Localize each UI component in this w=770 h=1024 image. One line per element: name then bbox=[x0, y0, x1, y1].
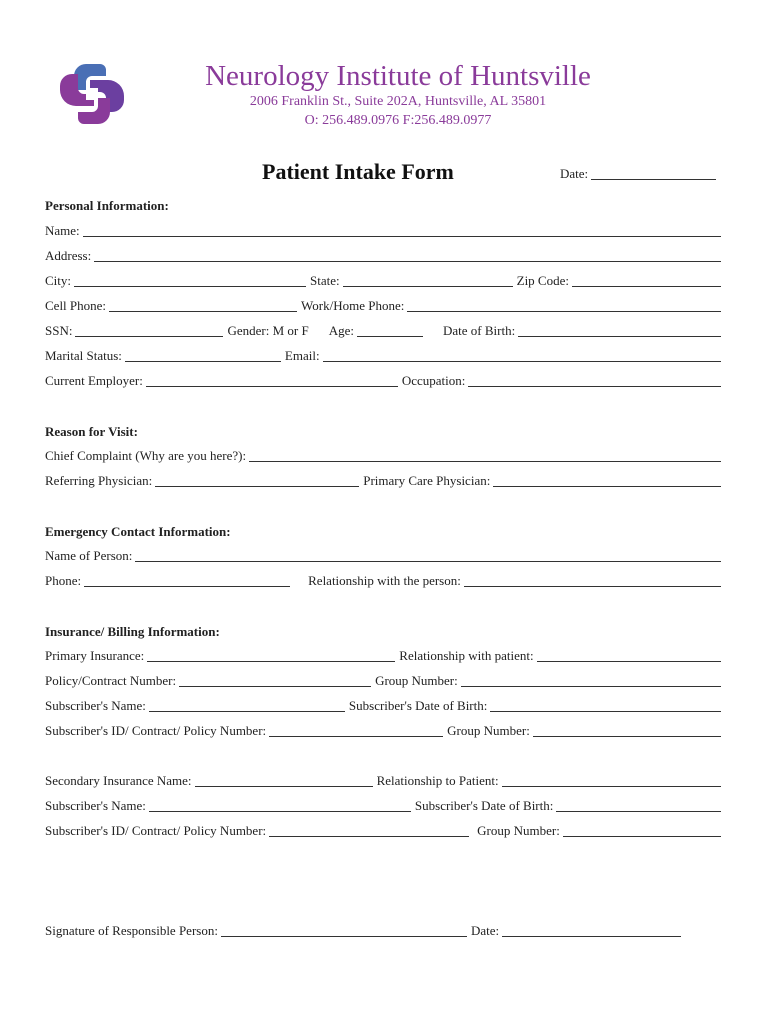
policy-label: Policy/Contract Number: bbox=[45, 673, 177, 688]
occupation-field[interactable] bbox=[468, 374, 721, 387]
row-name bbox=[45, 222, 725, 240]
complaint-field[interactable] bbox=[249, 449, 721, 462]
secondary-insurance-label: Secondary Insurance Name: bbox=[45, 773, 192, 788]
primary-care-field[interactable] bbox=[493, 474, 721, 487]
section-emergency-heading: Emergency Contact Information: bbox=[45, 524, 231, 539]
row-emergency-phone bbox=[45, 572, 725, 590]
zip-field[interactable] bbox=[572, 274, 721, 287]
relationship2-label: Relationship to Patient: bbox=[376, 773, 499, 788]
row-city-state-zip bbox=[45, 272, 725, 290]
work-phone-field[interactable] bbox=[407, 299, 721, 312]
group2-field[interactable] bbox=[533, 724, 721, 737]
state-field[interactable] bbox=[343, 274, 513, 287]
policy-field[interactable] bbox=[179, 674, 371, 687]
row-marital-email bbox=[45, 347, 725, 365]
row-subscriber bbox=[45, 697, 725, 715]
subscriber-id2-field[interactable] bbox=[269, 824, 469, 837]
row-emergency-name bbox=[45, 547, 725, 565]
subscriber-name2-field[interactable] bbox=[149, 799, 411, 812]
group3-label: Group Number: bbox=[477, 823, 560, 838]
relationship-patient-field[interactable] bbox=[537, 649, 721, 662]
address-field[interactable] bbox=[94, 249, 721, 262]
date-line[interactable] bbox=[591, 167, 716, 180]
primary-insurance-label: Primary Insurance: bbox=[45, 648, 145, 663]
referring-label: Referring Physician: bbox=[45, 473, 153, 488]
row-phones bbox=[45, 297, 725, 315]
cell-phone-field[interactable] bbox=[109, 299, 297, 312]
subscriber-name-field[interactable] bbox=[149, 699, 345, 712]
row-secondary-insurance bbox=[45, 772, 725, 790]
signature-date-field[interactable] bbox=[502, 924, 681, 937]
referring-field[interactable] bbox=[155, 474, 359, 487]
signature-field[interactable] bbox=[221, 924, 467, 937]
primary-insurance-field[interactable] bbox=[147, 649, 395, 662]
zip-label: Zip Code: bbox=[516, 273, 569, 288]
subscriber-id-field[interactable] bbox=[269, 724, 443, 737]
dob-label: Date of Birth: bbox=[443, 323, 516, 338]
form-date-field[interactable] bbox=[560, 165, 720, 183]
row-ssn-gender-age-dob bbox=[45, 322, 725, 340]
signature-label: Signature of Responsible Person: bbox=[45, 923, 218, 938]
group2-label: Group Number: bbox=[447, 723, 530, 738]
row-physicians bbox=[45, 472, 725, 490]
city-label: City: bbox=[45, 273, 72, 288]
employer-field[interactable] bbox=[146, 374, 398, 387]
email-field[interactable] bbox=[323, 349, 721, 362]
group-label: Group Number: bbox=[375, 673, 458, 688]
row-signature bbox=[45, 922, 685, 940]
section-visit-heading: Reason for Visit: bbox=[45, 424, 138, 439]
emergency-relationship-label: Relationship with the person: bbox=[308, 573, 461, 588]
marital-field[interactable] bbox=[125, 349, 281, 362]
row-policy-group bbox=[45, 672, 725, 690]
subscriber-dob2-label: Subscriber's Date of Birth: bbox=[414, 798, 554, 813]
relationship2-field[interactable] bbox=[502, 774, 721, 787]
name-field[interactable] bbox=[83, 224, 721, 237]
row-employer-occupation bbox=[45, 372, 725, 390]
form-title: Patient Intake Form bbox=[262, 159, 454, 184]
subscriber-dob-label: Subscriber's Date of Birth: bbox=[348, 698, 488, 713]
signature-date-label: Date: bbox=[470, 923, 500, 938]
dob-field[interactable] bbox=[518, 324, 721, 337]
email-label: Email: bbox=[284, 348, 320, 363]
section-insurance-heading: Insurance/ Billing Information: bbox=[45, 624, 220, 639]
occupation-label: Occupation: bbox=[401, 373, 466, 388]
org-name: Neurology Institute of Huntsville bbox=[205, 60, 591, 92]
gender-label[interactable]: Gender: M or F bbox=[227, 323, 309, 338]
employer-label: Current Employer: bbox=[45, 373, 143, 388]
group3-field[interactable] bbox=[563, 824, 721, 837]
emergency-phone-field[interactable] bbox=[84, 574, 290, 587]
row-subscriber-id bbox=[45, 722, 725, 740]
row-chief-complaint bbox=[45, 447, 725, 465]
marital-label: Marital Status: bbox=[45, 348, 122, 363]
emergency-relationship-field[interactable] bbox=[464, 574, 721, 587]
section-personal-heading: Personal Information: bbox=[45, 198, 169, 213]
row-subscriber-id2 bbox=[45, 822, 725, 840]
secondary-insurance-field[interactable] bbox=[195, 774, 373, 787]
org-address: 2006 Franklin St., Suite 202A, Huntsville, AL 35801 bbox=[249, 94, 547, 109]
group-field[interactable] bbox=[461, 674, 721, 687]
row-subscriber2 bbox=[45, 797, 725, 815]
address-label: Address: bbox=[45, 248, 92, 263]
emergency-name-field[interactable] bbox=[135, 549, 721, 562]
row-address bbox=[45, 247, 725, 265]
age-label: Age: bbox=[328, 323, 354, 338]
cell-phone-label: Cell Phone: bbox=[45, 298, 107, 313]
date-label: Date: bbox=[560, 166, 589, 181]
emergency-phone-label: Phone: bbox=[45, 573, 82, 588]
subscriber-dob-field[interactable] bbox=[490, 699, 721, 712]
state-label: State: bbox=[310, 273, 340, 288]
ssn-field[interactable] bbox=[75, 324, 223, 337]
row-primary-insurance bbox=[45, 647, 725, 665]
primary-care-label: Primary Care Physician: bbox=[363, 473, 491, 488]
city-field[interactable] bbox=[74, 274, 306, 287]
subscriber-id2-label: Subscriber's ID/ Contract/ Policy Number: bbox=[45, 823, 267, 838]
complaint-label: Chief Complaint (Why are you here?): bbox=[45, 448, 247, 463]
name-label: Name: bbox=[45, 223, 80, 238]
relationship-patient-label: Relationship with patient: bbox=[399, 648, 534, 663]
subscriber-id-label: Subscriber's ID/ Contract/ Policy Number: bbox=[45, 723, 267, 738]
emergency-name-label: Name of Person: bbox=[45, 548, 133, 563]
work-phone-label: Work/Home Phone: bbox=[301, 298, 405, 313]
subscriber-dob2-field[interactable] bbox=[556, 799, 721, 812]
age-field[interactable] bbox=[357, 324, 423, 337]
subscriber-name2-label: Subscriber's Name: bbox=[45, 798, 146, 813]
ssn-label: SSN: bbox=[45, 323, 73, 338]
subscriber-name-label: Subscriber's Name: bbox=[45, 698, 146, 713]
org-phones: O: 256.489.0976 F:256.489.0977 bbox=[304, 113, 492, 128]
